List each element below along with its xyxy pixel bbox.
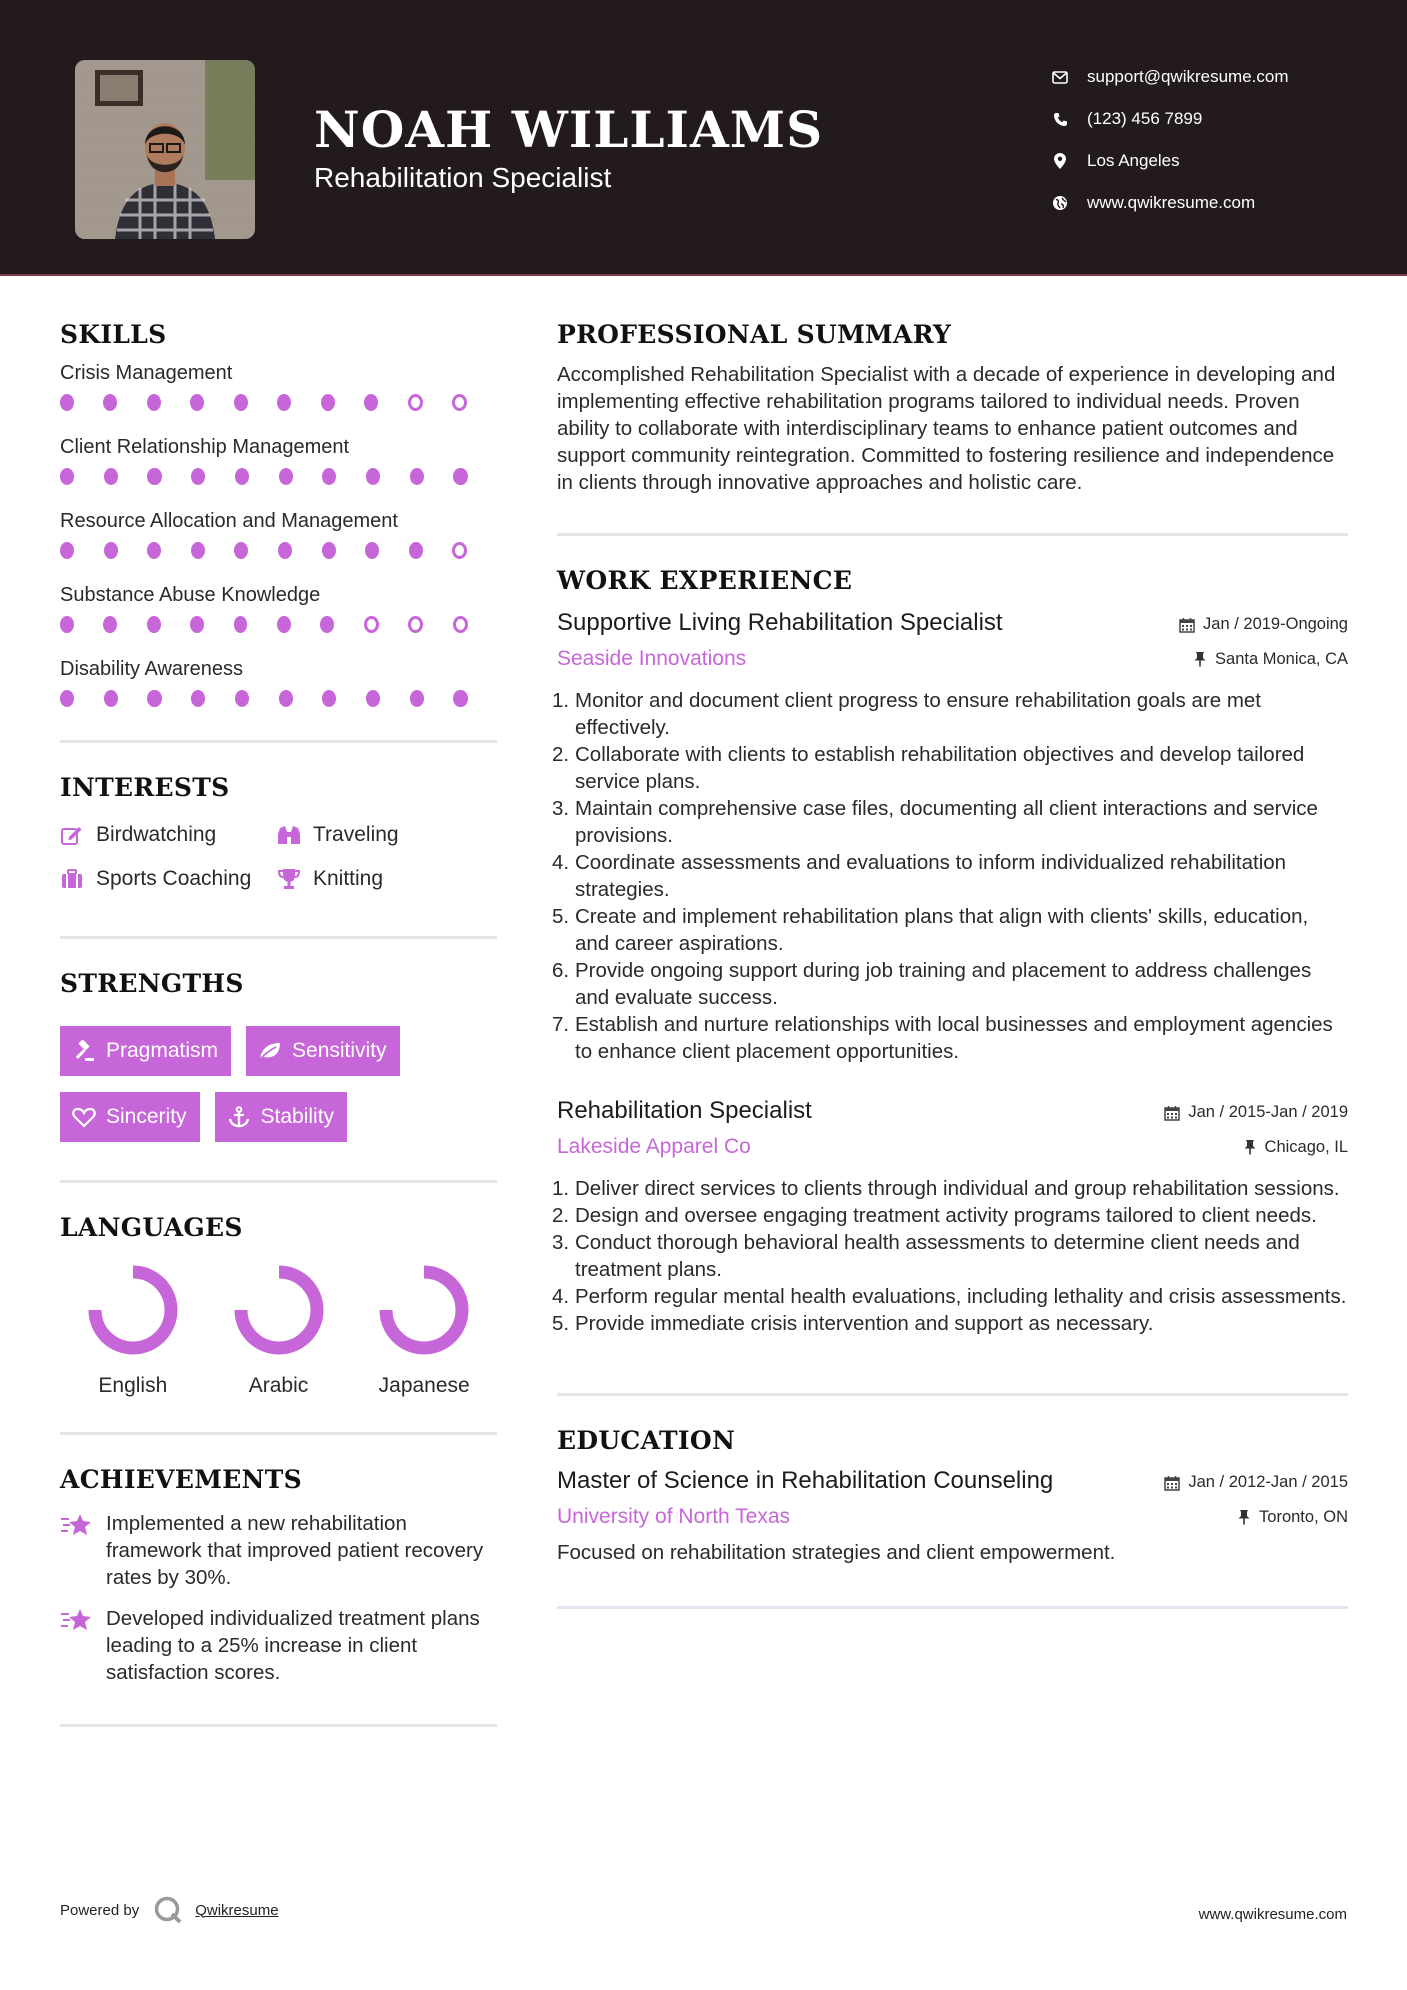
resume-header xyxy=(0,0,1407,276)
calendar-icon xyxy=(1164,1475,1180,1491)
skill-name: Disability Awareness xyxy=(60,658,244,680)
languages-list xyxy=(60,1264,497,1398)
contact-location xyxy=(1050,140,1289,182)
skill-item xyxy=(60,360,497,434)
section-divider xyxy=(60,1724,497,1727)
education-entry xyxy=(557,1467,1348,1566)
duty-item: Provide immediate crisis intervention and support as necessary. xyxy=(575,1312,1154,1335)
rating-dot-empty xyxy=(453,616,468,633)
binoculars-icon xyxy=(277,823,301,847)
pushpin-icon xyxy=(1237,1509,1251,1525)
footer-powered-by xyxy=(60,1895,279,1925)
skills-heading: SKILLS xyxy=(60,320,167,349)
rating-dot-filled xyxy=(322,542,336,559)
education-date-text: Jan / 2012-Jan / 2015 xyxy=(1188,1473,1348,1491)
language-gauge xyxy=(378,1264,470,1356)
section-divider xyxy=(60,1432,497,1435)
rating-dot-filled xyxy=(278,542,292,559)
rating-dot-filled xyxy=(234,394,248,411)
rating-dot-filled xyxy=(235,468,249,485)
rating-dot-filled xyxy=(60,616,74,633)
job-duties xyxy=(557,687,1348,1065)
job-title: Supportive Living Rehabilitation Specialist xyxy=(557,609,1003,636)
rating-dot-filled xyxy=(103,394,117,411)
skill-rating xyxy=(60,690,497,730)
strength-tag xyxy=(60,1026,231,1076)
interests-list xyxy=(60,822,497,892)
qwikresume-link[interactable]: Qwikresume xyxy=(195,1901,279,1919)
language-gauge-arc xyxy=(95,1272,171,1348)
calendar-icon xyxy=(1179,617,1195,633)
school-name: University of North Texas xyxy=(557,1505,791,1528)
rating-dot-filled xyxy=(453,690,467,707)
job-entry xyxy=(557,609,1348,1065)
rating-dot-filled xyxy=(191,690,205,707)
education-location xyxy=(1237,1508,1348,1527)
summary-text: Accomplished Rehabilitation Specialist with a decade of experience in developing and implementing effective rehabilitation programs tailored to individual needs. Proven ability to collaborate with interdisciplinary teams to enhance patient outcomes and support community reintegration. Committed to fostering resilience and independence in clients through innovative approaches and holistic care. xyxy=(557,363,1336,494)
rating-dot-filled xyxy=(320,616,334,633)
rating-dot-filled xyxy=(279,690,293,707)
rating-dot-filled xyxy=(60,468,74,485)
skill-rating xyxy=(60,542,497,582)
section-divider xyxy=(60,936,497,939)
achievement-item xyxy=(60,1510,497,1591)
duty-item: Deliver direct services to clients through individual and group rehabilitation sessions. xyxy=(575,1177,1340,1200)
job-location-text: Santa Monica, CA xyxy=(1215,649,1348,668)
duty-item: Collaborate with clients to establish rehabilitation objectives and develop tailored service plans. xyxy=(575,743,1305,793)
rating-dot-filled xyxy=(104,542,118,559)
rating-dot-filled xyxy=(365,542,379,559)
strength-tag xyxy=(60,1092,200,1142)
rating-dot-filled xyxy=(147,616,161,633)
rating-dot-filled xyxy=(235,690,249,707)
rating-dot-filled xyxy=(364,394,378,411)
job-location-text: Chicago, IL xyxy=(1264,1137,1348,1156)
rating-dot-filled xyxy=(277,394,291,411)
degree-title: Master of Science in Rehabilitation Counseling xyxy=(557,1467,1054,1494)
duty-item: Design and oversee engaging treatment activity programs tailored to client needs. xyxy=(575,1204,1317,1227)
qwikresume-logo-icon xyxy=(153,1895,183,1925)
interests-heading: INTERESTS xyxy=(60,773,230,802)
rating-dot-empty xyxy=(408,616,423,633)
languages-heading: LANGUAGES xyxy=(60,1213,243,1242)
duty-item: Conduct thorough behavioral health assessments to determine client needs and treatment plans. xyxy=(575,1231,1300,1281)
achievement-text: Implemented a new rehabilitation framework that improved patient recovery rates by 30%. xyxy=(106,1512,484,1589)
language-gauge-arc xyxy=(386,1272,462,1348)
globe-icon xyxy=(1050,193,1070,213)
trophy-icon xyxy=(277,867,301,891)
rating-dot-filled xyxy=(60,394,74,411)
strengths-list xyxy=(60,1026,497,1158)
job-date-text: Jan / 2019-Ongoing xyxy=(1203,615,1348,633)
language-item xyxy=(206,1264,352,1398)
job-date xyxy=(1164,1103,1348,1122)
candidate-name: NOAH WILLIAMS xyxy=(314,100,824,159)
strength-tag xyxy=(246,1026,400,1076)
achievements-heading: ACHIEVEMENTS xyxy=(60,1465,302,1494)
contact-phone[interactable] xyxy=(1050,98,1289,140)
section-divider xyxy=(557,1393,1348,1396)
interest-label: Sports Coaching xyxy=(96,867,252,890)
rating-dot-filled xyxy=(366,690,380,707)
skills-list xyxy=(60,360,497,730)
section-divider xyxy=(557,1606,1348,1609)
rating-dot-filled xyxy=(103,616,117,633)
education-date xyxy=(1164,1473,1348,1492)
rating-dot-filled xyxy=(453,468,467,485)
rating-dot-filled xyxy=(191,542,205,559)
pushpin-icon xyxy=(1243,1139,1257,1155)
rating-dot-filled xyxy=(190,394,204,411)
language-gauge xyxy=(233,1264,325,1356)
rating-dot-filled xyxy=(234,616,248,633)
map-pin-icon xyxy=(1050,151,1070,171)
profile-photo xyxy=(75,60,255,239)
achievements-list xyxy=(60,1510,497,1686)
skill-name: Resource Allocation and Management xyxy=(60,510,398,532)
contact-website-text: www.qwikresume.com xyxy=(1087,193,1256,212)
strength-label: Pragmatism xyxy=(106,1039,219,1062)
rating-dot-filled xyxy=(409,542,423,559)
rating-dot-filled xyxy=(366,468,380,485)
section-divider xyxy=(60,1180,497,1183)
rating-dot-empty xyxy=(452,394,467,411)
skill-rating xyxy=(60,468,497,508)
powered-by-text: Powered by xyxy=(60,1901,140,1919)
skill-name: Client Relationship Management xyxy=(60,436,350,458)
rating-dot-filled xyxy=(410,468,424,485)
contact-location-text: Los Angeles xyxy=(1087,151,1180,170)
job-location xyxy=(1243,1138,1348,1157)
leaf-icon xyxy=(258,1039,282,1063)
skill-item xyxy=(60,656,497,730)
rating-dot-filled xyxy=(410,690,424,707)
language-label: Arabic xyxy=(248,1374,309,1397)
duty-item: Monitor and document client progress to ensure rehabilitation goals are met effectively. xyxy=(575,689,1261,739)
rating-dot-filled xyxy=(104,690,118,707)
candidate-role: Rehabilitation Specialist xyxy=(314,162,612,193)
briefcase-icon xyxy=(60,867,84,891)
duty-item: Establish and nurture relationships with local businesses and employment agencies to enhance client placement opportunities. xyxy=(575,1013,1333,1063)
duty-item: Perform regular mental health evaluations, including lethality and crisis assessments. xyxy=(575,1285,1347,1308)
strength-label: Stability xyxy=(260,1105,335,1128)
job-duties xyxy=(557,1175,1348,1337)
right-column xyxy=(557,320,1348,1609)
rating-dot-filled xyxy=(147,542,161,559)
star-award-icon xyxy=(60,1605,94,1635)
strength-label: Sensitivity xyxy=(292,1039,387,1062)
language-gauge xyxy=(87,1264,179,1356)
job-entry xyxy=(557,1097,1348,1337)
rating-dot-empty xyxy=(364,616,379,633)
interest-item xyxy=(60,866,277,892)
achievement-item xyxy=(60,1605,497,1686)
job-date-text: Jan / 2015-Jan / 2019 xyxy=(1188,1103,1348,1121)
education-description: Focused on rehabilitation strategies and client empowerment. xyxy=(557,1541,1116,1564)
envelope-icon xyxy=(1050,67,1070,87)
pencil-square-icon xyxy=(60,823,84,847)
interest-label: Traveling xyxy=(313,823,399,846)
section-divider xyxy=(557,533,1348,536)
skill-item xyxy=(60,582,497,656)
rating-dot-filled xyxy=(322,468,336,485)
heart-icon xyxy=(72,1105,96,1129)
rating-dot-filled xyxy=(277,616,291,633)
calendar-icon xyxy=(1164,1105,1180,1121)
contact-website[interactable] xyxy=(1050,182,1289,224)
rating-dot-filled xyxy=(190,616,204,633)
rating-dot-filled xyxy=(60,542,74,559)
job-date xyxy=(1179,615,1348,634)
rating-dot-filled xyxy=(147,394,161,411)
pushpin-icon xyxy=(1193,651,1207,667)
interest-item xyxy=(277,866,477,892)
interest-item xyxy=(277,822,477,848)
rating-dot-filled xyxy=(191,468,205,485)
summary-heading: PROFESSIONAL SUMMARY xyxy=(557,320,952,349)
experience-heading: WORK EXPERIENCE xyxy=(557,566,853,595)
strengths-heading: STRENGTHS xyxy=(60,969,244,998)
contact-email[interactable] xyxy=(1050,56,1289,98)
duty-item: Create and implement rehabilitation plans that align with clients' skills, education, and career aspirations. xyxy=(575,905,1309,955)
contact-email-text: support@qwikresume.com xyxy=(1087,67,1289,86)
section-divider xyxy=(60,740,497,743)
contact-list xyxy=(1050,56,1289,224)
language-item xyxy=(60,1264,206,1398)
skill-rating xyxy=(60,394,497,434)
rating-dot-filled xyxy=(321,394,335,411)
contact-phone-text: (123) 456 7899 xyxy=(1087,109,1203,128)
language-item xyxy=(351,1264,497,1398)
education-location-text: Toronto, ON xyxy=(1259,1507,1348,1526)
language-gauge-arc xyxy=(241,1272,317,1348)
rating-dot-empty xyxy=(452,542,467,559)
rating-dot-filled xyxy=(147,468,161,485)
skill-item xyxy=(60,508,497,582)
interest-label: Birdwatching xyxy=(96,823,217,846)
gavel-icon xyxy=(72,1039,96,1063)
rating-dot-filled xyxy=(322,690,336,707)
language-label: English xyxy=(98,1374,168,1397)
achievement-text: Developed individualized treatment plans leading to a 25% increase in client satisfaction scores. xyxy=(106,1607,480,1684)
company-name: Seaside Innovations xyxy=(557,647,747,670)
rating-dot-empty xyxy=(408,394,423,411)
education-heading: EDUCATION xyxy=(557,1426,736,1455)
rating-dot-filled xyxy=(279,468,293,485)
job-location xyxy=(1193,650,1348,669)
left-column xyxy=(60,320,497,1727)
duty-item: Maintain comprehensive case files, documenting all client interactions and service provisions. xyxy=(575,797,1318,847)
skill-item xyxy=(60,434,497,508)
skill-name: Substance Abuse Knowledge xyxy=(60,584,321,606)
duty-item: Provide ongoing support during job training and placement to address challenges and evaluate success. xyxy=(575,959,1312,1009)
rating-dot-filled xyxy=(147,690,161,707)
rating-dot-filled xyxy=(60,690,74,707)
interest-item xyxy=(60,822,277,848)
footer-website[interactable]: www.qwikresume.com xyxy=(1198,1906,1347,1923)
skill-rating xyxy=(60,616,497,656)
duty-item: Coordinate assessments and evaluations to inform individualized rehabilitation strategies. xyxy=(575,851,1287,901)
anchor-icon xyxy=(227,1105,251,1129)
job-title: Rehabilitation Specialist xyxy=(557,1097,812,1124)
interest-label: Knitting xyxy=(313,867,384,890)
rating-dot-filled xyxy=(104,468,118,485)
strength-label: Sincerity xyxy=(106,1105,187,1128)
strength-tag xyxy=(215,1092,348,1142)
language-label: Japanese xyxy=(378,1374,470,1397)
rating-dot-filled xyxy=(234,542,248,559)
phone-icon xyxy=(1050,109,1070,129)
company-name: Lakeside Apparel Co xyxy=(557,1135,751,1158)
star-award-icon xyxy=(60,1510,94,1540)
skill-name: Crisis Management xyxy=(60,362,233,384)
